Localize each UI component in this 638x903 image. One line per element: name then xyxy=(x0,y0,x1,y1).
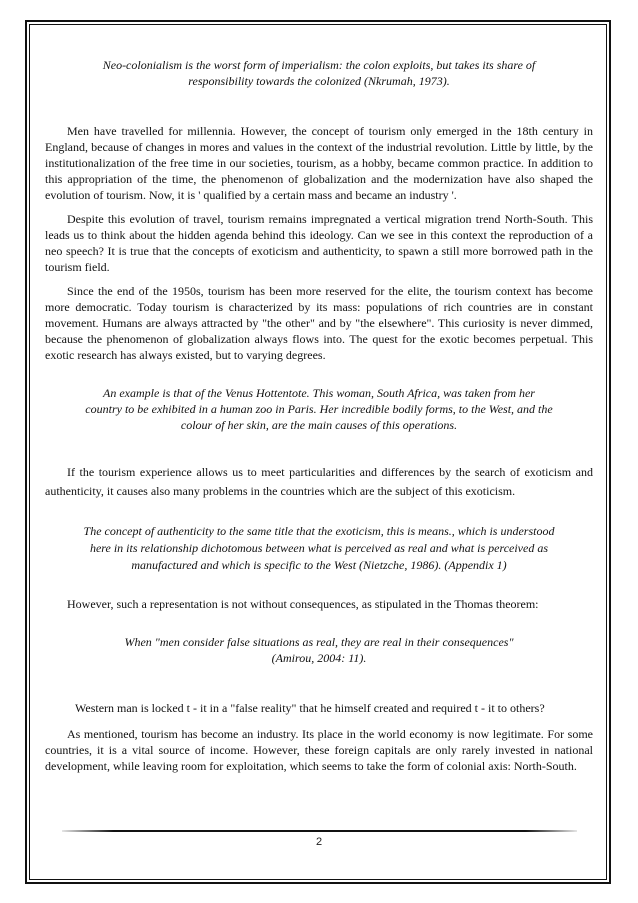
quote-neo-colonialism: Neo-colonialism is the worst form of imperialism: the colon exploits, but takes its share of responsibility towards the colonized (Nkrumah, 1973). xyxy=(102,58,536,88)
page-number: 2 xyxy=(315,836,323,848)
paragraph-north-south: Despite this evolution of travel, tourism remains impregnated a vertical migration trend North-South. This leads us to think about the hidden agenda behind this ideology. Can we see in this context the reproduction of a neo speech? It is true that the concepts of exoticism and authenticity, to spawn a still more borrowed path in the tourism field. xyxy=(45,212,593,274)
quote-venus-hottentote: An example is that of the Venus Hottentote. This woman, South Africa, was taken from her country to be exhibited in a human zoo in Paris. Her incredible bodily forms, to the West, and the colour of her skin, are the main causes of this operations. xyxy=(85,386,553,432)
paragraph-democratization: Since the end of the 1950s, tourism has been more reserved for the elite, the tourism context has become more democratic. Today tourism is characterized by its mass: populations of rich countries are in constant movement. Humans are always attracted by "the other" and by "the elsewhere". This curiosity is never dimmed, because the phenomenon of globalization always flows into. The quest for the exotic becomes perpetual. This exotic research has always existed, but to varying degrees. xyxy=(45,284,593,362)
paragraph-thomas-intro: However, such a representation is not without consequences, as stipulated in the Thomas theorem: xyxy=(67,597,539,611)
paragraph-travel-history: Men have travelled for millennia. However, the concept of tourism only emerged in the 18th century in England, because of changes in mores and values in the context of the industrial revolution. Little by little, by the institutionalization of the free time in our societies, tourism, as a hobby, became common practice. In addition to this appropriation of the time, the phenomenon of globalization and the modernization have also shaped the evolution of tourism. Now, it is ' qualified by a certain mass and became an industry '. xyxy=(45,124,593,202)
document-body xyxy=(45,57,593,774)
quote-thomas-theorem: When "men consider false situations as real, they are real in their consequences" (Amirou, 2004: 11). xyxy=(124,635,514,665)
paragraph-exoticism: If the tourism experience allows us to meet particularities and differences by the search of exoticism and authenticity, it causes also many problems in the countries which are the subject of this exoticism. xyxy=(45,465,593,498)
paragraph-industry: As mentioned, tourism has become an industry. Its place in the world economy is now legitimate. For some countries, it is a vital source of income. However, these foreign capitals are only rarely invested in national development, while leaving room for exploitation, which seems to take the form of colonial axis: North-South. xyxy=(45,727,593,773)
paragraph-false-reality: Western man is locked t - it in a "false reality" that he himself created and required t - it to others? xyxy=(75,701,545,715)
quote-authenticity: The concept of authenticity to the same title that the exoticism, this is means., which is understood here in its relationship dichotomous between what is perceived as real and what is perceived as manufactured and which is specific to the West (Nietzche, 1986). (Appendix 1) xyxy=(83,524,555,572)
footer-rule xyxy=(62,830,577,832)
